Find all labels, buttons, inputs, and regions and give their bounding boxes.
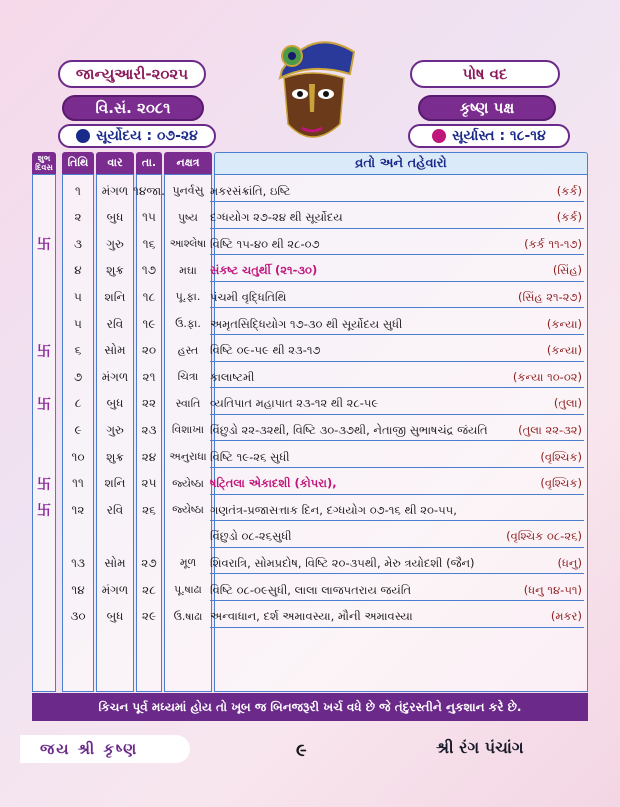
table-row (32, 444, 588, 470)
sunset-text: સૂર્યાસ્ત : ૧૮-૧૪ (452, 128, 546, 144)
festival-cell: પંચમી વૃદ્ધિતિથિ (210, 289, 287, 304)
nakshatra-cell: આશ્લેષા (169, 237, 207, 251)
swastik-icon: 卐 (37, 396, 51, 413)
table-row (32, 178, 588, 204)
vaar-cell (96, 524, 134, 550)
tithi-table (32, 152, 588, 692)
nakshatra-cell: પુનર્વસુ (172, 184, 204, 197)
vaar-cell: શુક્ર (106, 449, 124, 464)
header-vrat: વ્રતો અને તહેવારો (214, 152, 588, 174)
festival-cell: વિષ્ટિ ૦૯-૫૯ થી ૨૩-૧૭ (210, 343, 321, 358)
table-row (32, 311, 588, 337)
rashi-cell: (કર્ક) (556, 183, 582, 198)
festival-cell: વિંછુડો ૨૨-૩૨થી, વિષ્ટિ ૩૦-૩૭થી, નેતાજી સુભાષચંદ્ર જંયતિ (210, 422, 488, 437)
samvat-label (62, 95, 204, 121)
swastik-icon (32, 364, 56, 390)
sunset-icon (432, 129, 446, 143)
date-cell: ૨૮ (142, 582, 156, 597)
header-tithi: તિથિ (62, 152, 94, 174)
vaar-cell: સોમ (104, 555, 126, 570)
sunrise-label (58, 124, 216, 148)
festival-cell: ગણતંત્ર-પ્રજાસત્તાક દિન, દગ્ધયોગ ૦૭-૧૬ થી ૨૦-૫૫, (210, 502, 457, 517)
festival-cell: વ્યતિપાત મહાપાત ૨૩-૧૨ થી ૨૮-૫૯ (210, 396, 379, 411)
vaar-cell: મંગળ (101, 369, 129, 384)
paksh-label (418, 95, 556, 121)
tithi-cell: ૧૩ (71, 555, 85, 570)
table-row (32, 524, 588, 550)
festival-cell: વિષ્ટિ ૧૫-૪૦ થી ૨૮-૦૭ (210, 236, 320, 251)
festival-cell: વિષ્ટિ ૦૮-૦૯સુધી, લાલા લાજપતરાય જયંતિ (210, 582, 412, 597)
rashi-cell: (કન્યા) (546, 316, 582, 331)
nakshatra-cell (164, 524, 212, 550)
tithi-cell: ૧ (75, 183, 81, 198)
tithi-cell: ૪ (74, 263, 82, 278)
nakshatra-cell: ચિત્રા (177, 370, 199, 384)
table-row (32, 577, 588, 603)
vaar-cell: ગુરુ (106, 422, 124, 437)
month-text: જાન્યુઆરી-૨૦૨૫ (75, 65, 189, 83)
nakshatra-cell: હસ્ત (177, 343, 199, 357)
festival-cell: દગ્ધયોગ ૨૭-૨૪ થી સૂર્યોદય (210, 210, 343, 225)
rashi-cell: (મકર) (550, 609, 582, 624)
rashi-cell: (વૃશ્ચિક ૦૮-૨૬) (506, 529, 582, 544)
date-cell: ૨૨ (141, 396, 157, 411)
rashi-cell: (કર્ક) (556, 210, 582, 225)
sun-icon (76, 129, 90, 143)
swastik-icon: 卐 (37, 237, 51, 254)
rashi-cell: (કર્ક ૧૧-૧૭) (524, 236, 582, 251)
row-divider (210, 361, 584, 362)
row-divider (210, 201, 584, 202)
row-divider (210, 494, 584, 495)
date-cell: ૨૫ (141, 476, 157, 491)
date-cell: ૨૧ (142, 369, 156, 384)
vaar-cell: શુક્ર (106, 263, 124, 278)
festival-cell: સંકષ્ટ ચતુર્થી (૨૧-૩૦) (210, 263, 318, 278)
row-divider (210, 307, 584, 308)
swastik-icon: 卐 (37, 343, 51, 360)
paksh-text: કૃષ્ણ પક્ષ (459, 99, 515, 117)
swastik-icon (32, 258, 56, 284)
row-divider (210, 414, 584, 415)
row-divider (210, 387, 584, 388)
rashi-cell: (તુલા) (553, 396, 582, 411)
table-row (32, 417, 588, 443)
rashi-cell: (વૃશ્ચિક) (540, 476, 582, 491)
vaar-cell: બુધ (106, 210, 124, 225)
date-cell: ૨૬ (142, 502, 156, 517)
tithi-cell: ૨ (74, 210, 82, 225)
row-divider (210, 520, 584, 521)
samvat-text: વિ.સં. ૨૦૮૧ (95, 99, 171, 117)
date-cell: ૧૭ (141, 263, 157, 278)
nakshatra-cell: પૂ.ફા. (175, 290, 201, 304)
vaar-cell: શનિ (104, 476, 126, 491)
rashi-cell: (વૃશ્ચિક) (540, 449, 582, 464)
row-divider (210, 600, 584, 601)
nakshatra-cell: સ્વાતિ (175, 396, 201, 410)
nakshatra-cell: પુષ્ય (178, 210, 198, 224)
date-cell: ૧૮ (142, 289, 156, 304)
tithi-cell: ૩૦ (70, 609, 86, 624)
date-cell: ૨૭ (141, 555, 157, 570)
rashi-cell: (કન્યા) (546, 343, 582, 358)
swastik-icon (32, 524, 56, 550)
month-label (58, 60, 206, 88)
vaar-cell: રવિ (106, 502, 124, 517)
footer-note: કિચન પૂર્વ મધ્યમાં હોય તો ખૂબ જ બિનજરૂરી ખર્ચ વધે છે જે તંદુરસ્તીને નુકશાન કરે છે. (32, 693, 588, 721)
sunset-label (408, 124, 570, 148)
nakshatra-cell: જ્યેષ્ઠા (172, 476, 204, 490)
table-row (32, 497, 588, 523)
swastik-icon (32, 178, 56, 204)
date-cell: ૧૫ (142, 210, 156, 225)
row-divider (210, 440, 584, 441)
table-row (32, 231, 588, 257)
nakshatra-cell: મઘા (179, 263, 197, 277)
tithi-cell: ૧૨ (71, 502, 85, 517)
swastik-icon: 卐 (37, 476, 51, 493)
date-cell: ૨૦ (141, 343, 157, 358)
table-row (32, 604, 588, 630)
nakshatra-cell: અનુરાધા (169, 450, 207, 463)
rashi-cell: (ધનુ ૧૪-૫૧) (523, 582, 582, 597)
row-divider (210, 573, 584, 574)
tithi-cell: ૧૦ (71, 449, 85, 464)
swastik-icon: 卐 (37, 503, 51, 520)
table-row (32, 364, 588, 390)
swastik-icon (32, 311, 56, 337)
header-shubh: શુભ દિવસ (32, 152, 56, 174)
swastik-icon (32, 417, 56, 443)
tithi-cell: ૮ (74, 396, 82, 411)
tithi-cell: ૭ (73, 369, 83, 384)
swastik-icon (32, 577, 56, 603)
tithi-cell: ૩ (74, 236, 82, 251)
publication-name: શ્રી રંગ પંચાંગ (436, 738, 524, 757)
swastik-icon (32, 550, 56, 576)
festival-cell: વિંછુડો ૦૮-૨૬સુધી (210, 529, 292, 544)
vaar-cell: મંગળ (101, 183, 129, 198)
swastik-icon (32, 284, 56, 310)
festival-cell: શિવરાત્રિ, સોમપ્રદોષ, વિષ્ટિ ૨૦-૩૫થી, મેરુ ત્રયોદશી (જૈન) (210, 555, 475, 570)
festival-cell: અન્વાધાન, દર્શ અમાવસ્યા, મૌની અમાવસ્યા (210, 609, 413, 624)
swastik-icon (32, 444, 56, 470)
vaar-cell: શનિ (104, 289, 126, 304)
header-tarikh: તા. (136, 152, 162, 174)
vaar-cell: રવિ (106, 316, 124, 331)
table-row (32, 550, 588, 576)
table-row (32, 284, 588, 310)
rashi-cell: (ધનુ) (557, 555, 582, 570)
nakshatra-cell: પૂ.ષાઢા (174, 583, 202, 596)
festival-cell: વિષ્ટિ ૧૯-૨૬ સુધી (210, 449, 290, 464)
tithi-cell: ૧૪ (71, 582, 85, 597)
row-divider (210, 547, 584, 548)
rashi-cell: (સિંહ) (552, 263, 582, 278)
row-divider (210, 254, 584, 255)
rashi-cell: (તુલા ૨૨-૩૨) (518, 422, 582, 437)
table-row (32, 338, 588, 364)
tithi-cell: ૬ (74, 343, 82, 358)
swastik-icon (32, 205, 56, 231)
paksh-month-text: પોષ વદ (462, 65, 508, 83)
date-cell: ૧૬ (142, 236, 156, 251)
row-divider (210, 627, 584, 628)
header-nakshatra: નક્ષત્ર (164, 152, 212, 174)
vaar-cell: બુધ (106, 396, 124, 411)
festival-cell: કાલાષ્ટમી (210, 369, 255, 384)
rashi-cell: (કન્યા ૧૦-૦૨) (512, 369, 582, 384)
swastik-icon (32, 604, 56, 630)
tithi-cell: ૫ (74, 289, 82, 304)
table-row (32, 471, 588, 497)
nakshatra-cell: વિશાખા (171, 423, 205, 437)
table-row (32, 391, 588, 417)
nakshatra-cell: ઉ.ફા. (175, 317, 201, 330)
nakshatra-cell: જ્યેષ્ઠા (172, 503, 204, 517)
page-number: ૯ (296, 740, 307, 761)
tithi-cell (62, 524, 94, 550)
tithi-cell: ૧૧ (72, 476, 84, 491)
tithi-cell: ૫ (74, 316, 82, 331)
nakshatra-cell: મૂળ (179, 556, 197, 570)
tithi-cell: ૯ (74, 422, 82, 437)
festival-cell: અમૃતસિદ્ધિયોગ ૧૭-૩૦ થી સૂર્યોદય સુધી (210, 316, 403, 331)
table-row (32, 205, 588, 231)
date-cell: ૨૯ (141, 609, 157, 624)
festival-cell: મકરસંક્રાંતિ, ઇષ્ટિ (210, 183, 291, 198)
table-row (32, 258, 588, 284)
row-divider (210, 281, 584, 282)
date-cell: ૧૯ (142, 316, 156, 331)
vaar-cell: સોમ (104, 343, 126, 358)
row-divider (210, 334, 584, 335)
paksh-month-label (410, 60, 560, 88)
sunrise-text: સૂર્યોદય : ૦૭-૨૪ (96, 128, 198, 144)
date-cell: ૧૪જા. (133, 183, 165, 198)
date-cell (136, 524, 162, 550)
date-cell: ૨૪ (141, 449, 157, 464)
header-vaar: વાર (96, 152, 134, 174)
rashi-cell: (સિંહ ૨૧-૨૭) (518, 289, 582, 304)
date-cell: ૨૩ (141, 422, 157, 437)
row-divider (210, 467, 584, 468)
vaar-cell: મંગળ (101, 582, 129, 597)
festival-cell: ષટ્તિલા એકાદશી (કોપરા), (210, 476, 337, 491)
row-divider (210, 228, 584, 229)
deity-face-icon (262, 32, 362, 150)
vaar-cell: બુધ (106, 609, 124, 624)
vaar-cell: ગુરુ (106, 236, 124, 251)
nakshatra-cell: ઉ.ષાઢા (173, 609, 203, 623)
jai-shri-krishna-banner: જય શ્રી કૃષ્ણ (20, 735, 190, 763)
